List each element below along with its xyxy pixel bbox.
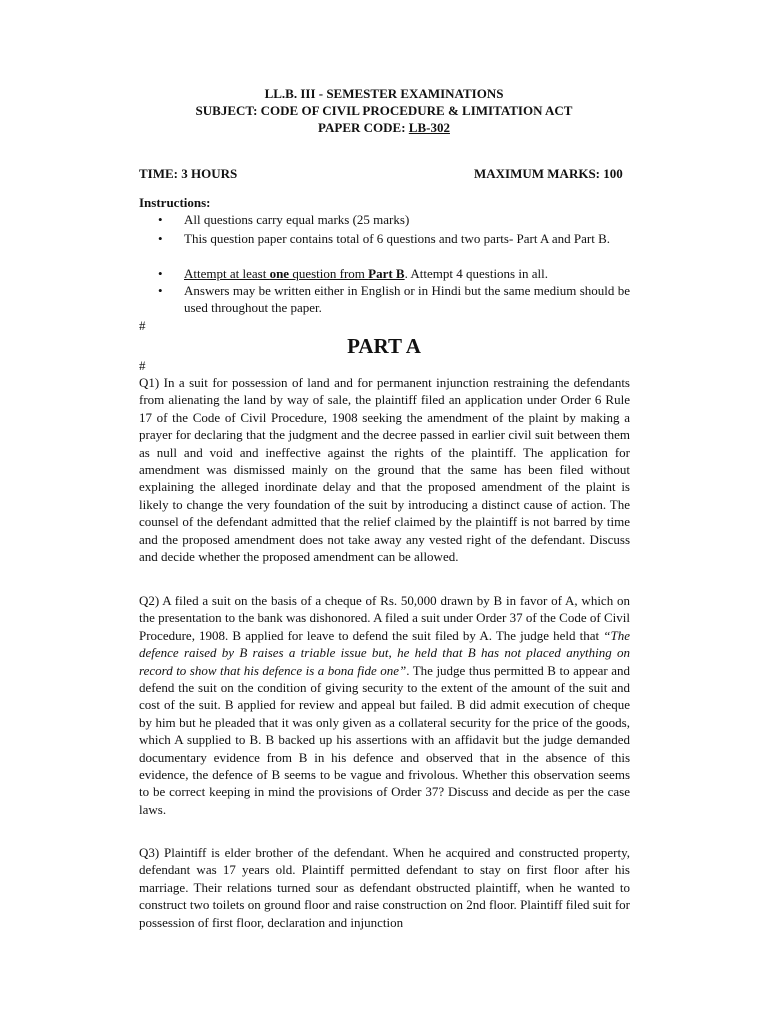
paper-code: LB-302 <box>408 120 450 135</box>
part-a-heading: PART A <box>347 334 421 358</box>
instruction-3-part-1: Attempt at least <box>184 266 270 281</box>
instruction-item-4: Answers may be written either in English or in Hindi but the same medium should be used throughout the paper. <box>184 283 630 315</box>
time-label: TIME: 3 HOURS <box>139 166 238 181</box>
bullet: • <box>158 283 163 298</box>
question-2 <box>139 592 630 818</box>
instruction-3-emphasis-part-b: Part B <box>368 266 405 281</box>
instructions-heading: Instructions: <box>139 195 211 210</box>
bullet: • <box>158 212 163 227</box>
instruction-item-1: All questions carry equal marks (25 marks) <box>184 212 410 227</box>
question-2-continuation: . The judge thus permitted B to appear and defend the suit on the condition of giving security to the extent of the amount of the suit and cost of the suit. B applied for review and appeal but failed. B did admit execution of cheque by him but he pleaded that it was only given as a collateral security for the price of the goods, which A supplied to B. B backed up his assertions with an affidavit but the judge demanded documentary evidence from B in his defence and observed that in the absence of this evidence, the defence of B seems to be vague and frivolous. Whether this observation seems to be correct keeping in mind the provisions of Order 37? Discuss and decide as per the case laws. <box>139 662 630 817</box>
bullet: • <box>158 266 163 281</box>
max-marks-label: MAXIMUM MARKS: 100 <box>474 166 623 181</box>
exam-title: LL.B. III - SEMESTER EXAMINATIONS <box>264 86 504 101</box>
subject-line: SUBJECT: CODE OF CIVIL PROCEDURE & LIMITATION ACT <box>195 103 573 118</box>
instruction-item-2: This question paper contains total of 6 questions and two parts- Part A and Part B. <box>184 231 611 246</box>
separator-hash: # <box>139 358 146 373</box>
instruction-item-3 <box>184 265 630 282</box>
question-2-quote: “The defence raised by B raises a triable issue but, he held that B has not placed anything on record to show that his defence is a bona fide one” <box>139 627 630 678</box>
question-2-text: Q2) A filed a suit on the basis of a cheque of Rs. 50,000 drawn by B in favor of A, which on the presentation to the bank was dishonored. A filed a suit under Order 37 of the Code of Civil Procedure, 1908. B applied for leave to defend the suit filed by A. The judge held that <box>139 593 630 643</box>
bullet: • <box>158 231 163 246</box>
question-3: Q3) Plaintiff is elder brother of the defendant. When he acquired and constructed property, defendant was 17 years old. Plaintiff permitted defendant to stay on first floor after his marriage. Their relations turned sour as defendant obstructed plaintiff, when he wanted to construct two toilets on ground floor and raise construction on 2nd floor. Plaintiff filed suit for possession of first floor, declaration and injunction <box>139 845 630 930</box>
separator-hash: # <box>139 318 146 333</box>
instruction-3-emphasis-one: one <box>269 266 290 281</box>
instruction-3-part-2: question from <box>289 266 369 281</box>
instruction-3-part-3: . Attempt 4 questions in all. <box>404 266 548 281</box>
paper-code-label: PAPER CODE: <box>318 120 409 135</box>
paper-code-line <box>0 120 768 136</box>
question-1: Q1) In a suit for possession of land and for permanent injunction restraining the defendants from alienating the land by way of sale, the plaintiff filed an application under Order 6 Rule 17 of the Code of Civil Procedure, 1908 seeking the amendment of the plaint by making a prayer for declaring that the judgment and the decree passed in earlier civil suit between them as null and void and ineffective against the rights of the plaintiff. The application for amendment was dismissed mainly on the ground that the same has been filed without explaining the alleged inordinate delay and that the proposed amendment of the plaint is likely to change the very foundation of the suit by introducing a distinct cause of action. The counsel of the defendant admitted that the relief claimed by the plaintiff is not barred by time and the proposed amendment does not take away any vested right of the defendant. Discuss and decide whether the proposed amendment can be allowed. <box>139 375 630 565</box>
